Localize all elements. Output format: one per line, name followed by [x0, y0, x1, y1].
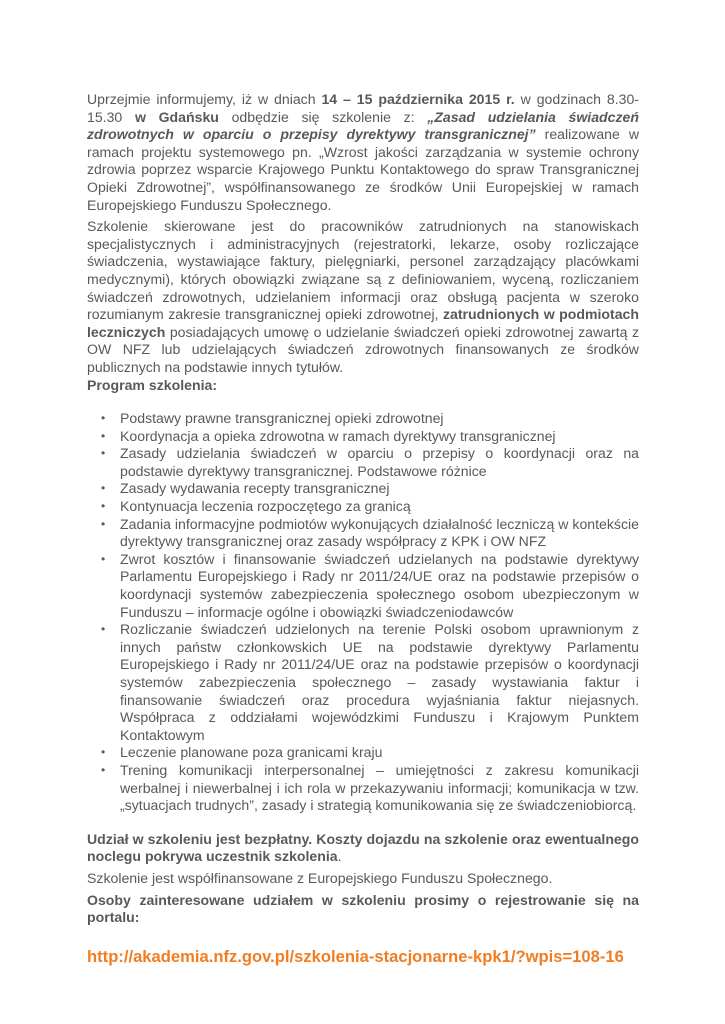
intro-text-c: odbędzie się szkolenie z:	[218, 108, 428, 125]
program-item	[87, 744, 639, 762]
program-item-text: Koordynacja a opieka zdrowotna w ramach dyrektywy transgranicznej	[120, 427, 556, 444]
document-page	[87, 91, 639, 967]
bullet-icon: •	[101, 551, 106, 566]
audience-text-a: Szkolenie skierowane jest do pracowników zatrudnionych na stanowiskach specjalistycznych i administracyjnych (rejestratorki, lekarze, osoby rozliczające świadczenia, wystawiające faktury, pielęgniarki, personel zarządzający placówkami medycznymi), których obowiązki związane są z definiowaniem, wyceną, rozliczaniem świadczeń zdrowotnych, udzielaniem informacji oraz obsługą pacjenta w szeroko rozumianym zakresie transgranicznej opieki zdrowotnej,	[87, 218, 639, 323]
registration-link[interactable]: http://akademia.nfz.gov.pl/szkolenia-stacjonarne-kpk1/?wpis=108-16	[87, 946, 624, 966]
audience-paragraph	[87, 218, 639, 376]
bullet-icon: •	[101, 622, 106, 637]
fee-paragraph	[87, 831, 639, 866]
program-item-text: Rozliczanie świadczeń udzielonych na terenie Polski osobom uprawnionym z innych państw członkowskich UE na podstawie dyrektywy Parlamentu Europejskiego i Rady nr 2011/24/UE oraz na podstawie przepisów o koordynacji systemów zabezpieczenia społecznego – zasady wystawiania faktur i finansowanie świadczeń oraz procedura wyjaśniania faktur niejasnych. Współpraca z oddziałami wojewódzkimi Funduszu i Krajowym Punktem Kontaktowym	[120, 621, 639, 743]
program-item	[87, 516, 639, 551]
intro-text-a: Uprzejmie informujemy, iż w dniach	[87, 91, 322, 107]
audience-text-b: posiadających umowę o udzielanie świadczeń opieki zdrowotnej zawartą z OW NFZ lub udzielających świadczeń zdrowotnych finansowanych ze środków publicznych na podstawie innych tytułów.	[87, 323, 639, 375]
program-item-text: Zadania informacyjne podmiotów wykonujących działalność leczniczą w kontekście dyrektywy transgranicznej oraz zasady współpracy z KPK i OW NFZ	[120, 515, 639, 550]
program-item	[87, 498, 639, 516]
bullet-icon: •	[101, 762, 106, 777]
training-title: „Zasad udzielania świadczeń zdrowotnych w oparciu o przepisy dyrektywy transgranicznej”	[87, 108, 639, 143]
intro-text-b: w godzinach 8.30-15.30	[87, 91, 639, 125]
fee-notice: Udział w szkoleniu jest bezpłatny. Koszty dojazdu na szkolenie oraz ewentualnego noclegu pokrywa uczestnik szkolenia	[87, 830, 639, 865]
program-item-text: Leczenie planowane poza granicami kraju	[120, 744, 383, 761]
program-item	[87, 445, 639, 480]
cofinance-note: Szkolenie jest współfinansowane z Europejskiego Funduszu Społecznego.	[87, 869, 553, 886]
bullet-icon: •	[101, 411, 106, 426]
program-item-text: Zasady wydawania recepty transgranicznej	[120, 480, 390, 497]
program-item	[87, 410, 639, 428]
fee-notice-end: .	[337, 848, 342, 865]
bullet-icon: •	[101, 428, 106, 443]
bullet-icon: •	[101, 745, 106, 760]
program-item-text: Kontynuacja leczenia rozpoczętego za granicą	[120, 498, 411, 515]
training-dates: 14 – 15 października 2015 r.	[321, 91, 515, 107]
program-item	[87, 480, 639, 498]
program-item-text: Zasady udzielania świadczeń w oparciu o przepisy o koordynacji oraz na podstawie dyrektywy transgranicznej. Podstawowe różnice	[120, 445, 639, 479]
program-item	[87, 551, 639, 621]
program-item	[87, 428, 639, 446]
program-heading: Program szkolenia:	[87, 376, 218, 393]
bullet-icon: •	[101, 516, 106, 531]
bullet-icon: •	[101, 481, 106, 496]
bullet-icon: •	[101, 446, 106, 461]
audience-emphasis: zatrudnionych w podmiotach leczniczych	[87, 306, 640, 340]
training-city: w Gdańsku	[134, 108, 219, 125]
intro-paragraph	[87, 91, 639, 214]
program-item-text: Zwrot kosztów i finansowanie świadczeń udzielanych na podstawie dyrektywy Parlamentu Europejskiego i Rady nr 2011/24/UE oraz na podstawie przepisów o koordynacji systemów zabezpieczenia społecznego osobom ubezpieczonym w Funduszu – informacje ogólne i obowiązki świadczeniodawców	[120, 550, 639, 620]
registration-prompt: Osoby zainteresowane udziałem w szkoleniu prosimy o rejestrowanie się na portalu:	[87, 891, 639, 926]
program-item	[87, 621, 639, 744]
program-list	[87, 410, 639, 815]
program-item	[87, 762, 639, 815]
intro-text-d: realizowane w ramach projektu systemowego pn. „Wzrost jakości zarządzania w systemie ochrony zdrowia poprzez wsparcie Krajowego Punktu Kontaktowego do spraw Transgranicznej Opieki Zdrowotnej”, współfinansowanego ze środków Unii Europejskiej w ramach Europejskiego Funduszu Społecznego.	[87, 126, 639, 213]
program-item-text: Podstawy prawne transgranicznej opieki zdrowotnej	[120, 410, 444, 427]
program-item-text: Trening komunikacji interpersonalnej – umiejętności z zakresu komunikacji werbalnej i niewerbalnej i ich rola w przekazywaniu informacji; komunikacja w tzw. „sytuacjach trudnych”, zasady i strategią komunikowania się ze świadczeniobiorcą.	[120, 761, 639, 814]
bullet-icon: •	[101, 499, 106, 514]
